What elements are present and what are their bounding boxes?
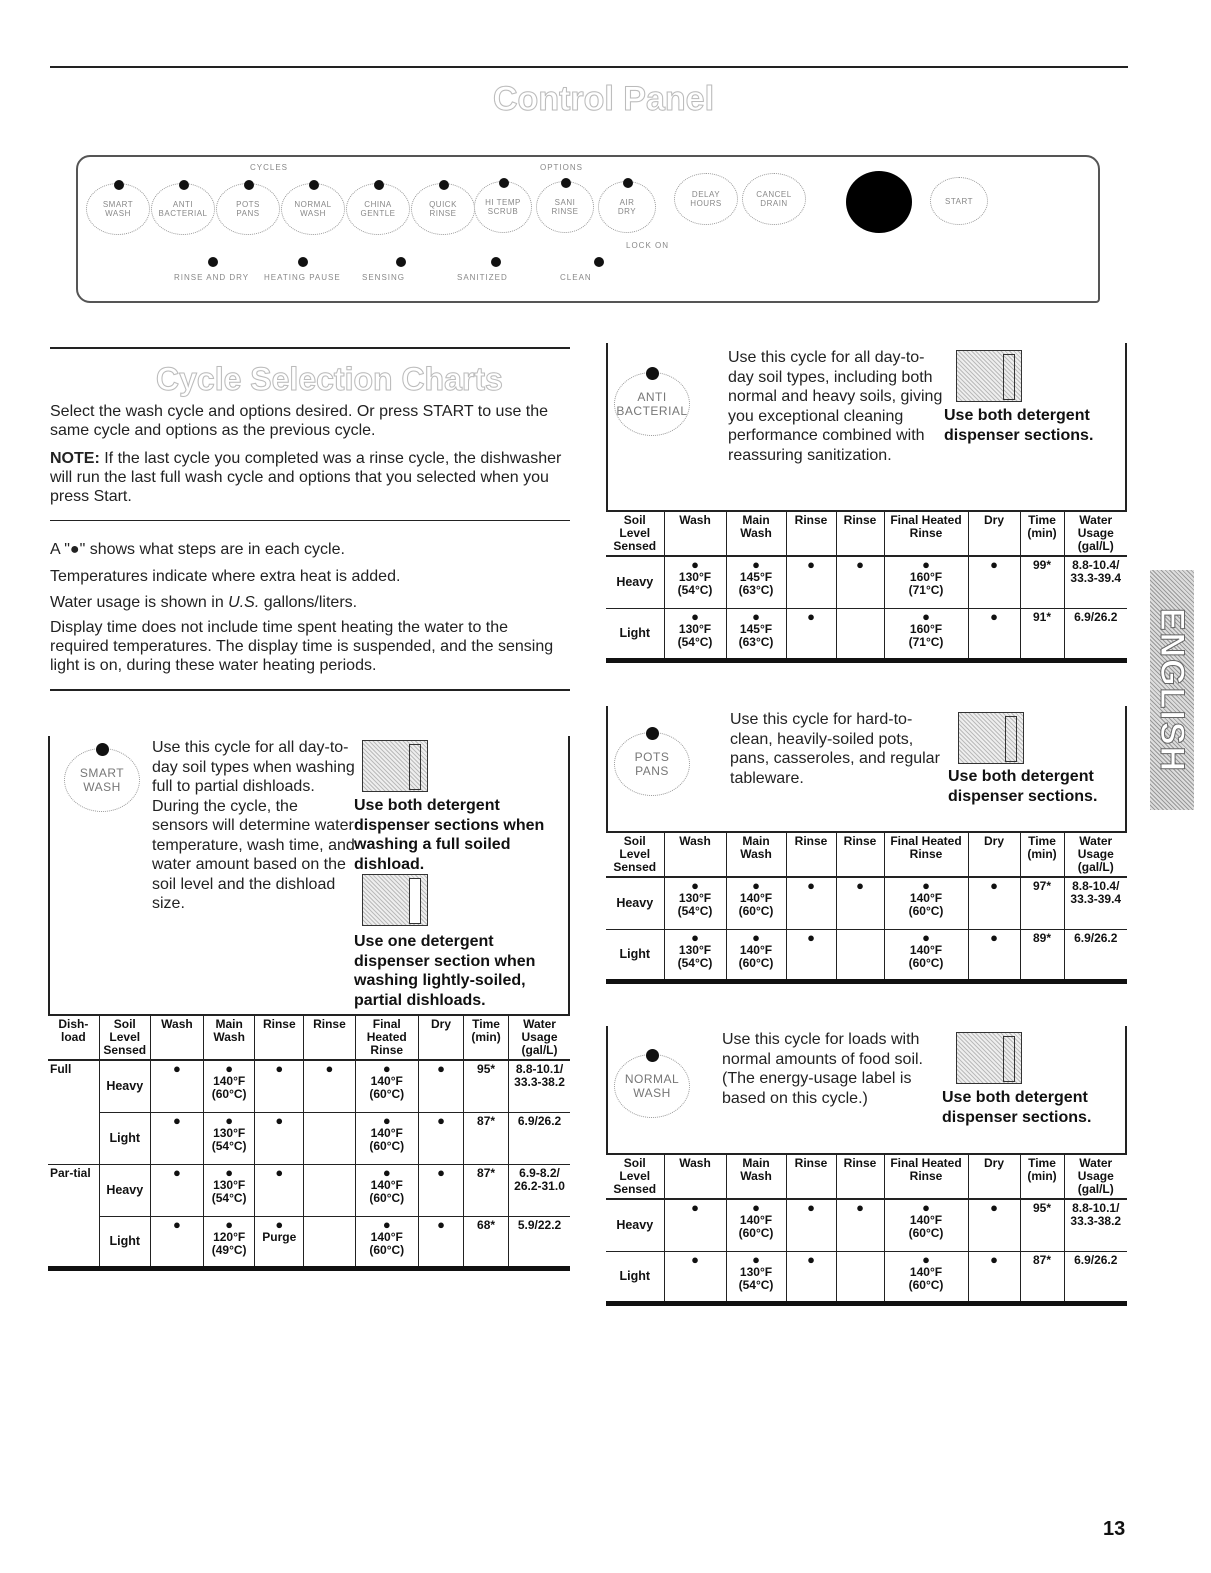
table-cell: 95*	[464, 1060, 509, 1112]
table-cell	[255, 1112, 304, 1164]
step-dot: ●	[990, 878, 998, 893]
top-rule	[50, 66, 1128, 68]
step-dot: ●	[752, 929, 760, 945]
cycle-button-label: QUICK RINSE	[429, 200, 457, 218]
table-cell: Heavy	[606, 1199, 664, 1251]
english-side-tab	[1150, 570, 1194, 810]
step-dot: ●	[990, 1200, 998, 1215]
left-rule-3	[50, 689, 570, 691]
step-dot: ●	[275, 1061, 284, 1076]
normal-dispenser-icon	[956, 1032, 1022, 1084]
table-cell: 6.9-8.2/ 26.2-31.0	[509, 1164, 570, 1216]
table-cell	[418, 1216, 463, 1268]
step-dot: ●	[173, 1061, 181, 1076]
status-light	[846, 171, 912, 233]
table-cell: ● Purge	[255, 1216, 304, 1268]
delay-hours-button[interactable]	[674, 173, 738, 225]
table-cell	[304, 1060, 355, 1112]
table-cell: Heavy	[99, 1060, 150, 1112]
smart-one-dispenser-icon	[362, 874, 428, 926]
cycle-button-label: SMART WASH	[102, 200, 134, 218]
table-cell: ● 130°F (54°C)	[204, 1164, 255, 1216]
step-dot: ●	[922, 1251, 930, 1267]
table-cell	[836, 929, 884, 981]
page-title: Control Panel	[493, 80, 715, 118]
table-cell	[968, 1251, 1020, 1303]
indicator-light	[208, 257, 218, 267]
column-header: Dry	[418, 1015, 463, 1060]
table-cell	[836, 608, 884, 660]
normal-wash-table	[606, 1153, 1127, 1306]
table-cell: 8.8-10.1/ 33.3-38.2	[1064, 1199, 1127, 1251]
anti-det: Use both detergent dispenser sections.	[944, 407, 1094, 444]
table-cell: ● 160°F (71°C)	[884, 608, 968, 660]
table-cell	[836, 1199, 884, 1251]
table-cell: 87*	[1020, 1251, 1064, 1303]
smart-both-dispenser-icon	[362, 740, 428, 792]
step-dot: ●	[691, 1251, 699, 1267]
table-cell	[304, 1216, 355, 1268]
table-cell	[304, 1164, 355, 1216]
column-header: Time (min)	[1020, 1154, 1064, 1199]
step-dot: ●	[922, 1200, 930, 1215]
cancel-drain-label: CANCEL DRAIN	[756, 190, 792, 208]
cycle-indicator-dot	[244, 180, 254, 190]
control-panel-illustration	[76, 155, 1100, 303]
table-cell	[786, 877, 836, 929]
table-cell: 8.8-10.4/ 33.3-39.4	[1064, 877, 1127, 929]
table-row	[606, 1251, 1127, 1303]
table-cell: Light	[606, 929, 664, 981]
table-cell	[968, 556, 1020, 608]
column-header: Dry	[968, 832, 1020, 877]
step-dot: ●	[225, 1112, 234, 1128]
table-cell: 95*	[1020, 1199, 1064, 1251]
option-indicator-dot	[623, 178, 633, 188]
indicator-light	[298, 257, 308, 267]
table-cell: 87*	[464, 1112, 509, 1164]
temps-text: Temperatures indicate where extra heat is added.	[50, 568, 401, 585]
table-cell: 87*	[464, 1164, 509, 1216]
table-cell	[968, 608, 1020, 660]
table-cell	[418, 1060, 463, 1112]
cycle-button-pots[interactable]	[216, 183, 280, 235]
step-dot: ●	[807, 608, 815, 624]
cycle-button-label: CHINA GENTLE	[360, 200, 396, 218]
cycle-button-label: NORMAL WASH	[294, 200, 332, 218]
smart-wash-description: Use this cycle for all day-to-day soil types when washing full to partial dishloads. During the cycle, the sensors will determine water temperature, wash time, and water amount based on the soil level and the dishload size.	[152, 739, 355, 912]
cycle-indicator-dot	[374, 180, 384, 190]
column-header: Main Wash	[726, 511, 786, 556]
table-cell: Light	[99, 1216, 150, 1268]
anti-bacterial-description: Use this cycle for all day-to-day soil types, including both normal and heavy soils, giving you exceptional cleaning performance combined with reassuring sanitization.	[728, 349, 943, 464]
table-cell: ● 140°F (60°C)	[884, 1199, 968, 1251]
step-dot: ●	[275, 1216, 284, 1232]
step-dot: ●	[325, 1061, 334, 1076]
column-header: Wash	[664, 511, 726, 556]
step-dot: ●	[752, 878, 760, 893]
table-cell: Light	[606, 1251, 664, 1303]
column-header: Water Usage (gal/L)	[509, 1015, 570, 1060]
pots-pans-description: Use this cycle for hard-to-clean, heavily-soiled pots, pans, casseroles, and regular tableware.	[730, 711, 940, 787]
table-cell	[418, 1164, 463, 1216]
column-header: Water Usage (gal/L)	[1064, 832, 1127, 877]
left-rule-1	[50, 347, 570, 349]
column-header: Soil Level Sensed	[606, 511, 664, 556]
column-header: Dry	[968, 1154, 1020, 1199]
option-button-air[interactable]	[598, 181, 656, 233]
table-cell	[786, 608, 836, 660]
indicator-light	[594, 257, 604, 267]
table-cell: ● 130°F (54°C)	[664, 556, 726, 608]
column-header: Main Wash	[204, 1015, 255, 1060]
column-header: Soil Level Sensed	[99, 1015, 150, 1060]
table-cell: 6.9/26.2	[509, 1112, 570, 1164]
left-rule-2	[50, 520, 570, 521]
step-dot: ●	[691, 878, 699, 893]
column-header: Rinse	[836, 832, 884, 877]
table-cell: 6.9/26.2	[1064, 1251, 1127, 1303]
step-dot: ●	[691, 1200, 699, 1215]
cycle-indicator-dot	[179, 180, 189, 190]
step-dot: ●	[922, 929, 930, 945]
table-cell	[304, 1112, 355, 1164]
table-cell: ● 140°F (60°C)	[355, 1216, 418, 1268]
indicator-light	[491, 257, 501, 267]
pots-pans-table	[606, 831, 1127, 984]
step-dot: ●	[752, 557, 760, 572]
table-cell	[786, 1251, 836, 1303]
table-cell: 8.8-10.1/ 33.3-38.2	[509, 1060, 570, 1112]
cycle-button-quick[interactable]	[411, 183, 475, 235]
table-cell: Par-tial	[50, 1165, 91, 1180]
step-dot: ●	[691, 608, 699, 624]
table-cell: ● 130°F (54°C)	[664, 608, 726, 660]
column-header: Wash	[150, 1015, 203, 1060]
cycle-indicator-dot	[439, 180, 449, 190]
step-dot: ●	[225, 1216, 234, 1232]
table-cell	[968, 929, 1020, 981]
table-row	[606, 877, 1127, 929]
step-dot: ●	[173, 1164, 181, 1180]
note-body: If the last cycle you completed was a rinse cycle, the dishwasher will run the last full wash cycle and options that you selected when you press Start.	[50, 450, 562, 505]
step-dot: ●	[807, 878, 815, 893]
step-dot: ●	[173, 1216, 181, 1232]
table-cell: ● 140°F (60°C)	[726, 877, 786, 929]
table-cell	[786, 929, 836, 981]
cancel-drain-button[interactable]	[742, 173, 806, 225]
smart-wash-table	[48, 1014, 570, 1271]
step-dot: ●	[382, 1112, 391, 1128]
table-cell	[786, 1199, 836, 1251]
indicator-label: SANITIZED	[457, 273, 508, 282]
table-cell: ● 140°F (60°C)	[726, 929, 786, 981]
step-dot: ●	[807, 1200, 815, 1215]
table-cell	[836, 1251, 884, 1303]
delay-hours-label: DELAY HOURS	[690, 190, 722, 208]
step-dot: ●	[752, 1251, 760, 1267]
table-cell	[150, 1216, 203, 1268]
cycle-button-normal[interactable]	[281, 183, 345, 235]
water-text: Water usage is shown in U.S. gallons/liters.	[50, 594, 358, 611]
option-button-label: HI TEMP SCRUB	[485, 198, 521, 216]
table-row	[48, 1216, 570, 1268]
step-dot: ●	[437, 1164, 445, 1180]
step-dot: ●	[382, 1216, 391, 1232]
us-italic: U.S.	[228, 594, 260, 611]
table-cell: ● 140°F (60°C)	[204, 1060, 255, 1112]
step-dot: ●	[382, 1061, 391, 1076]
column-header: Soil Level Sensed	[606, 832, 664, 877]
table-cell: ● 120°F (49°C)	[204, 1216, 255, 1268]
smart-det-one: Use one detergent dispenser section when washing lightly-soiled, partial dishloads.	[354, 933, 536, 1009]
table-cell: Full	[50, 1062, 72, 1076]
step-dot: ●	[990, 1251, 998, 1267]
normal-wash-icon: NORMAL WASH	[614, 1054, 690, 1118]
column-header: Time (min)	[1020, 511, 1064, 556]
table-cell: ● 145°F (63°C)	[726, 608, 786, 660]
step-dot: ●	[922, 608, 930, 624]
table-cell: 8.8-10.4/ 33.3-39.4	[1064, 556, 1127, 608]
lock-label: LOCK ON	[626, 241, 670, 250]
table-cell: Light	[99, 1112, 150, 1164]
table-cell: 6.9/26.2	[1064, 608, 1127, 660]
intro-text: Select the wash cycle and options desired. Or press START to use the same cycle and options as the previous cycle.	[50, 403, 549, 439]
pots-pans-icon: POTS PANS	[614, 732, 690, 796]
column-header: Water Usage (gal/L)	[1064, 511, 1127, 556]
table-cell	[255, 1060, 304, 1112]
option-indicator-dot	[499, 178, 509, 188]
step-dot: ●	[275, 1164, 284, 1180]
step-dot: ●	[856, 1200, 864, 1215]
column-header: Final Heated Rinse	[884, 511, 968, 556]
table-cell: Heavy	[606, 877, 664, 929]
indicator-label: HEATING PAUSE	[264, 273, 341, 282]
cycle-indicator-dot	[114, 180, 124, 190]
column-header: Final Heated Rinse	[355, 1015, 418, 1060]
step-dot: ●	[990, 929, 998, 945]
table-cell	[786, 556, 836, 608]
smart-wash-icon: SMART WASH	[64, 748, 140, 812]
note-label: NOTE:	[50, 450, 100, 467]
column-header: Time (min)	[464, 1015, 509, 1060]
table-cell	[968, 1199, 1020, 1251]
column-header: Time (min)	[1020, 832, 1064, 877]
step-dot: ●	[437, 1061, 445, 1076]
side-tab-label: ENGLISH	[1153, 607, 1192, 773]
table-row	[48, 1164, 570, 1216]
table-cell: ● 130°F (54°C)	[726, 1251, 786, 1303]
indicator-light	[396, 257, 406, 267]
table-cell	[255, 1164, 304, 1216]
table-cell: 89*	[1020, 929, 1064, 981]
step-dot: ●	[437, 1216, 445, 1232]
step-dot: ●	[275, 1112, 284, 1128]
step-dot: ●	[807, 557, 815, 572]
table-cell	[968, 877, 1020, 929]
table-cell	[836, 556, 884, 608]
column-header: Main Wash	[726, 832, 786, 877]
table-row	[48, 1060, 570, 1112]
table-cell: 6.9/26.2	[1064, 929, 1127, 981]
table-cell: ● 160°F (71°C)	[884, 556, 968, 608]
table-cell: Light	[606, 608, 664, 660]
column-header: Rinse	[255, 1015, 304, 1060]
table-cell	[836, 877, 884, 929]
column-header: Main Wash	[726, 1154, 786, 1199]
option-button-hi-temp[interactable]	[474, 181, 532, 233]
column-header: Rinse	[836, 1154, 884, 1199]
column-header: Rinse	[786, 511, 836, 556]
anti-bacterial-table	[606, 510, 1127, 663]
column-header: Water Usage (gal/L)	[1064, 1154, 1127, 1199]
table-row	[606, 556, 1127, 608]
table-row	[606, 1199, 1127, 1251]
table-cell: ● 130°F (54°C)	[664, 877, 726, 929]
table-row	[606, 929, 1127, 981]
table-cell: Heavy	[99, 1164, 150, 1216]
cycle-indicator-dot	[309, 180, 319, 190]
table-row	[606, 608, 1127, 660]
table-cell: ● 140°F (60°C)	[355, 1164, 418, 1216]
legend-text: A "●" shows what steps are in each cycle.	[50, 541, 345, 558]
step-dot: ●	[922, 878, 930, 893]
table-cell: ● 140°F (60°C)	[355, 1112, 418, 1164]
option-button-sani[interactable]	[536, 181, 594, 233]
option-indicator-dot	[561, 178, 571, 188]
column-header: Rinse	[836, 511, 884, 556]
column-header: Dish-load	[48, 1015, 99, 1060]
step-dot: ●	[691, 557, 699, 572]
step-dot: ●	[752, 1200, 760, 1215]
table-cell: ● 140°F (60°C)	[355, 1060, 418, 1112]
cycles-label: CYCLES	[250, 163, 289, 172]
table-cell	[418, 1112, 463, 1164]
column-header: Wash	[664, 832, 726, 877]
option-button-label: AIR DRY	[617, 198, 637, 216]
pots-dispenser-icon	[958, 712, 1024, 764]
step-dot: ●	[856, 557, 864, 572]
start-button[interactable]	[930, 177, 988, 225]
start-label: START	[945, 196, 973, 206]
step-dot: ●	[922, 557, 930, 572]
pots-det: Use both detergent dispenser sections.	[948, 768, 1098, 805]
option-button-label: SANI RINSE	[551, 198, 579, 216]
column-header: Rinse	[304, 1015, 355, 1060]
step-dot: ●	[752, 608, 760, 624]
table-cell	[664, 1251, 726, 1303]
column-header: Soil Level Sensed	[606, 1154, 664, 1199]
table-cell	[48, 1112, 99, 1164]
page-number: 13	[1103, 1518, 1126, 1540]
cycle-button-anti[interactable]	[151, 183, 215, 235]
step-dot: ●	[225, 1164, 234, 1180]
table-row	[48, 1112, 570, 1164]
section-title: Cycle Selection Charts	[156, 361, 503, 397]
indicator-label: SENSING	[362, 273, 406, 282]
normal-det: Use both detergent dispenser sections.	[942, 1089, 1092, 1126]
step-dot: ●	[382, 1164, 391, 1180]
cycle-button-smart[interactable]	[86, 183, 150, 235]
column-header: Rinse	[786, 1154, 836, 1199]
step-dot: ●	[807, 929, 815, 945]
table-cell: ● 130°F (54°C)	[664, 929, 726, 981]
indicator-label: RINSE AND DRY	[174, 273, 250, 282]
table-cell: Heavy	[606, 556, 664, 608]
table-cell: 91*	[1020, 608, 1064, 660]
table-cell	[664, 1199, 726, 1251]
cycle-button-label: ANTI BACTERIAL	[158, 200, 208, 218]
column-header: Final Heated Rinse	[884, 832, 968, 877]
step-dot: ●	[691, 929, 699, 945]
column-header: Dry	[968, 511, 1020, 556]
table-cell: ● 140°F (60°C)	[884, 1251, 968, 1303]
step-dot: ●	[990, 608, 998, 624]
table-cell	[48, 1216, 99, 1268]
table-cell	[150, 1060, 203, 1112]
table-cell	[150, 1112, 203, 1164]
step-dot: ●	[225, 1061, 234, 1076]
column-header: Rinse	[786, 832, 836, 877]
note-text	[50, 449, 570, 506]
step-dot: ●	[437, 1112, 445, 1128]
step-dot: ●	[807, 1251, 815, 1267]
display-text: Display time does not include time spent heating the water to the required temperatures. The display time is suspended, and the sensing light is on, during these water heating periods.	[50, 619, 554, 674]
table-cell: 97*	[1020, 877, 1064, 929]
table-cell: 68*	[464, 1216, 509, 1268]
step-dot: ●	[173, 1112, 181, 1128]
normal-wash-description: Use this cycle for loads with normal amounts of food soil. (The energy-usage label is based on this cycle.)	[722, 1031, 923, 1107]
smart-det-both: Use both detergent dispenser sections when washing a full soiled dishload.	[354, 797, 545, 873]
table-cell: ● 130°F (54°C)	[204, 1112, 255, 1164]
step-dot: ●	[856, 878, 864, 893]
cycle-button-china[interactable]	[346, 183, 410, 235]
table-cell: 99*	[1020, 556, 1064, 608]
table-cell: ● 145°F (63°C)	[726, 556, 786, 608]
table-cell: 5.9/22.2	[509, 1216, 570, 1268]
cycle-button-label: POTS PANS	[236, 200, 260, 218]
table-cell	[150, 1164, 203, 1216]
step-dot: ●	[990, 557, 998, 572]
column-header: Wash	[664, 1154, 726, 1199]
indicator-label: CLEAN	[560, 273, 592, 282]
table-cell: ● 140°F (60°C)	[726, 1199, 786, 1251]
anti-dispenser-icon	[956, 350, 1022, 402]
table-cell: ● 140°F (60°C)	[884, 877, 968, 929]
column-header: Final Heated Rinse	[884, 1154, 968, 1199]
options-label: OPTIONS	[540, 163, 584, 172]
table-cell: ● 140°F (60°C)	[884, 929, 968, 981]
anti-bacterial-icon: ANTI BACTERIAL	[614, 372, 690, 436]
